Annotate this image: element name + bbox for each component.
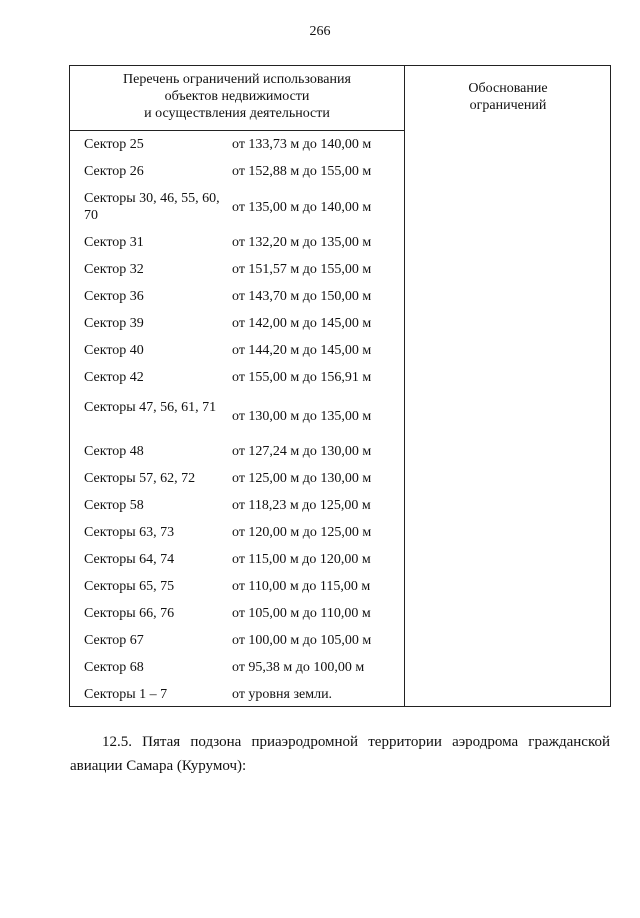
sector-name: Секторы 64, 74 xyxy=(84,552,175,567)
height-range: от 155,00 м до 156,91 м xyxy=(232,370,372,385)
sector-name: Секторы 63, 73 xyxy=(84,525,175,540)
header-left-line: объектов недвижимости xyxy=(164,89,310,104)
sector-name: Секторы 65, 75 xyxy=(84,579,175,594)
height-range: от 95,38 м до 100,00 м xyxy=(232,660,365,675)
height-range: от 127,24 м до 130,00 м xyxy=(232,444,372,459)
height-range: от 132,20 м до 135,00 м xyxy=(232,235,372,250)
sector-name: Сектор 40 xyxy=(84,343,144,358)
header-justification xyxy=(405,80,611,114)
height-range: от 152,88 м до 155,00 м xyxy=(232,164,372,179)
header-right-line: ограничений xyxy=(469,98,547,113)
sector-name: Сектор 31 xyxy=(84,235,144,250)
paragraph-text: 12.5. Пятая подзона приаэродромной территории аэродрома гражданской авиации Самара (Курумоч): xyxy=(70,734,610,774)
height-range: от 151,57 м до 155,00 м xyxy=(232,262,372,277)
height-range: от 115,00 м до 120,00 м xyxy=(232,552,371,567)
height-range: от 130,00 м до 135,00 м xyxy=(232,409,372,424)
height-range: от 144,20 м до 145,00 м xyxy=(232,343,372,358)
sector-name: Сектор 26 xyxy=(84,164,144,179)
height-range: от 120,00 м до 125,00 м xyxy=(232,525,372,540)
section-paragraph xyxy=(70,730,610,778)
sector-name: Секторы 57, 62, 72 xyxy=(84,471,196,486)
sector-name: Сектор 68 xyxy=(84,660,144,675)
page-number: 266 xyxy=(309,24,331,39)
sector-name: Секторы 30, 46, 55, 60, 70 xyxy=(84,191,220,223)
height-range: от 100,00 м до 105,00 м xyxy=(232,633,372,648)
header-left-line: и осуществления деятельности xyxy=(144,106,330,121)
height-range: от 118,23 м до 125,00 м xyxy=(232,498,371,513)
sector-name: Сектор 32 xyxy=(84,262,144,277)
sector-name: Сектор 42 xyxy=(84,370,144,385)
height-range: от 125,00 м до 130,00 м xyxy=(232,471,372,486)
height-range: от 133,73 м до 140,00 м xyxy=(232,137,372,152)
restrictions-table xyxy=(69,65,611,707)
sector-name: Сектор 58 xyxy=(84,498,144,513)
height-range: от 135,00 м до 140,00 м xyxy=(232,200,372,215)
header-right-line: Обоснование xyxy=(468,81,548,96)
sector-name: Сектор 67 xyxy=(84,633,144,648)
height-range: от 105,00 м до 110,00 м xyxy=(232,606,371,621)
sector-name: Сектор 48 xyxy=(84,444,144,459)
sector-name: Секторы 1 – 7 xyxy=(84,687,168,702)
sector-name: Секторы 47, 56, 61, 71 xyxy=(84,400,217,415)
height-range: от уровня земли. xyxy=(232,687,333,702)
header-divider xyxy=(70,130,404,131)
height-range: от 110,00 м до 115,00 м xyxy=(232,579,371,594)
height-range: от 143,70 м до 150,00 м xyxy=(232,289,372,304)
sector-name: Секторы 66, 76 xyxy=(84,606,175,621)
header-left-line: Перечень ограничений использования xyxy=(123,72,351,87)
height-range: от 142,00 м до 145,00 м xyxy=(232,316,372,331)
sector-name: Сектор 25 xyxy=(84,137,144,152)
sector-name: Сектор 36 xyxy=(84,289,144,304)
column-divider xyxy=(404,66,405,706)
header-restrictions-list xyxy=(70,71,404,122)
sector-name: Сектор 39 xyxy=(84,316,144,331)
